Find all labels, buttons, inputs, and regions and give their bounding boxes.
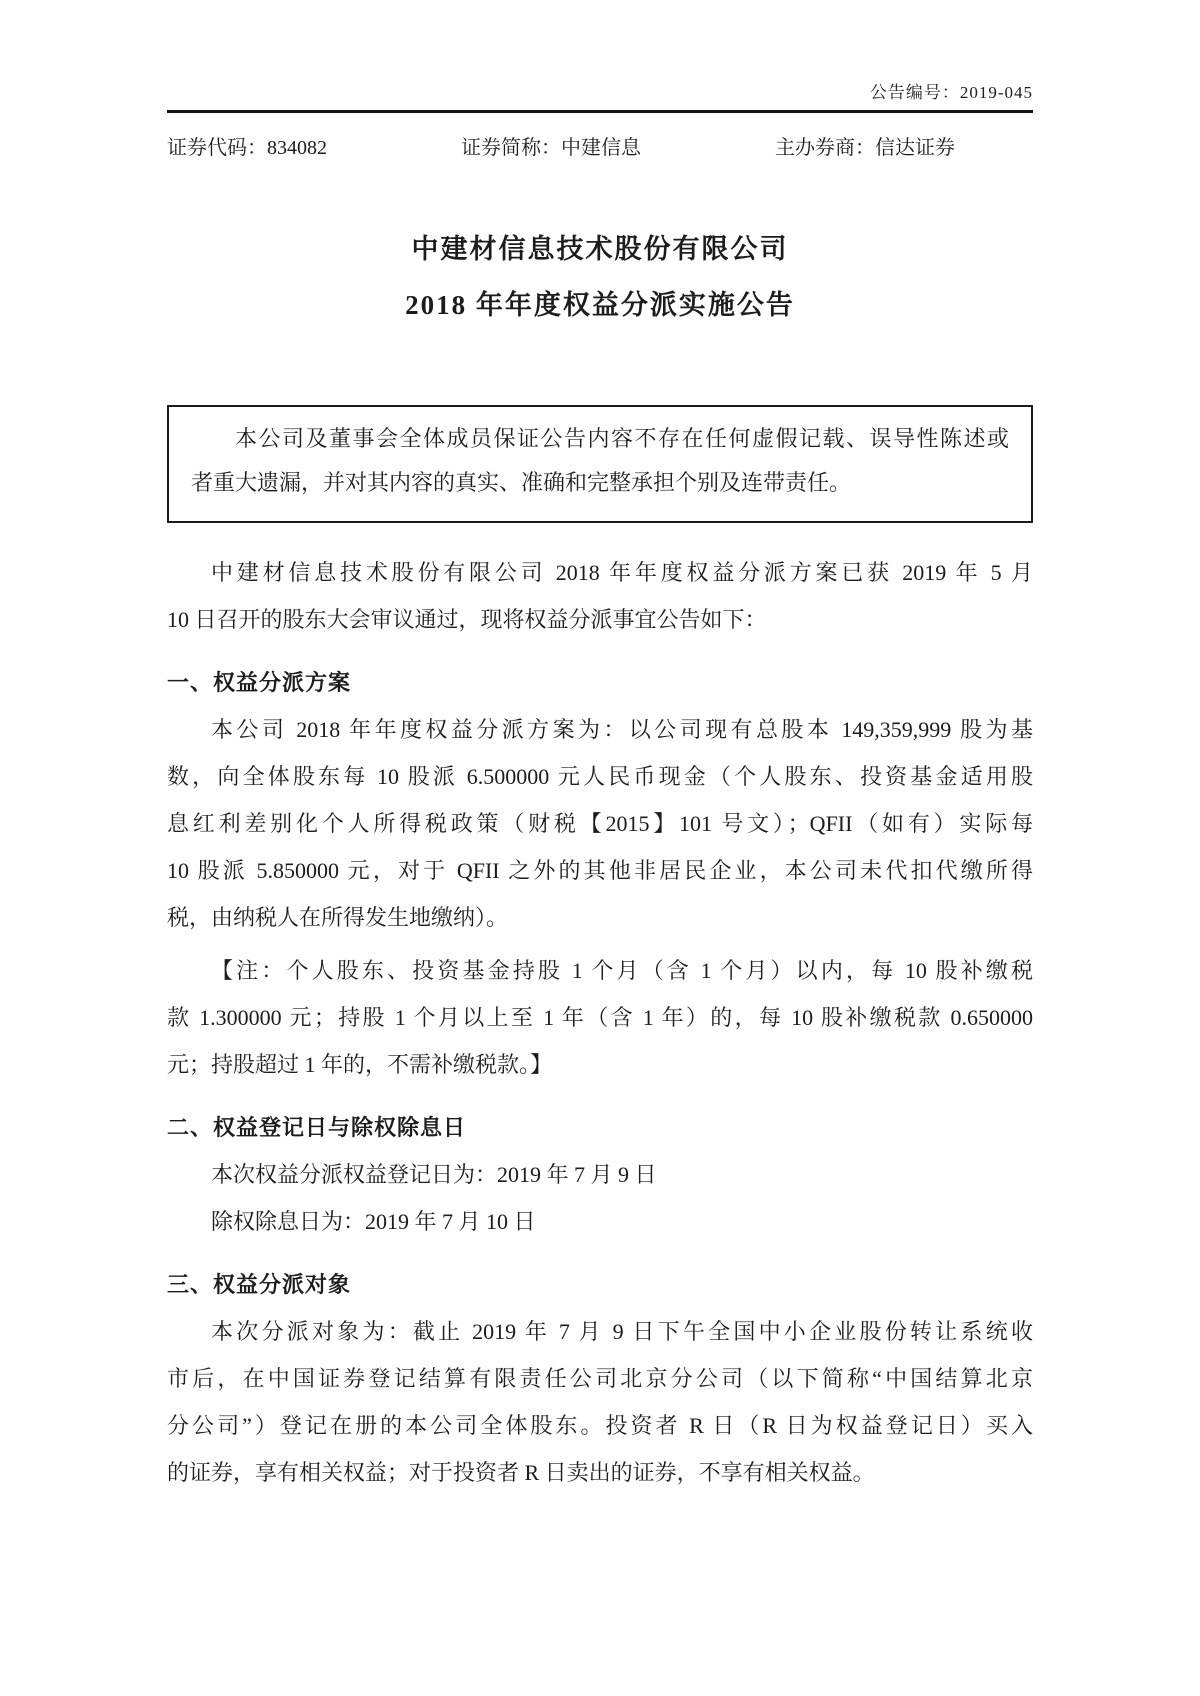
paragraph-line: 分公司”）登记在册的本公司全体股东。投资者 R 日（R 日为权益登记日）买入 [167, 1413, 1033, 1438]
section-3-heading: 三、权益分派对象 [167, 1272, 352, 1297]
paragraph-line: 10 股派 5.850000 元，对于 QFII 之外的其他非居民企业，本公司未代扣代缴所得 [167, 858, 1033, 883]
page-subtitle: 2018 年年度权益分派实施公告 [405, 290, 795, 320]
paragraph-line: 中建材信息技术股份有限公司 2018 年年度权益分派方案已获 2019 年 5 月 [211, 560, 1033, 585]
sponsor-broker: 主办券商：信达证券 [775, 137, 955, 159]
security-short-name: 证券简称：中建信息 [461, 137, 641, 159]
distribution-plan-paragraph [167, 706, 1033, 941]
section-1-heading: 一、权益分派方案 [167, 670, 352, 695]
tax-note-paragraph [167, 947, 1033, 1088]
ex-dividend-date-line: 除权除息日为：2019 年 7 月 10 日 [211, 1209, 536, 1234]
disclaimer-box [167, 405, 1033, 523]
announcement-number: 公告编号：2019-045 [869, 83, 1033, 102]
paragraph-line: 税，由纳税人在所得发生地缴纳）。 [167, 905, 509, 930]
record-date-paragraph [167, 1151, 1033, 1245]
security-info-row [167, 135, 1033, 161]
paragraph-line: 本次分派对象为：截止 2019 年 7 月 9 日下午全国中小企业股份转让系统收 [211, 1319, 1033, 1344]
disclaimer-line: 者重大遗漏，并对其内容的真实、准确和完整承担个别及连带责任。 [191, 470, 852, 495]
security-code: 证券代码：834082 [167, 137, 327, 159]
disclaimer-line: 本公司及董事会全体成员保证公告内容不存在任何虚假记载、误导性陈述或 [235, 426, 1009, 451]
paragraph-line: 息红利差别化个人所得税政策（财税【2015】101 号文）；QFII（如有）实际每 [167, 811, 1033, 836]
paragraph-line: 本公司 2018 年年度权益分派方案为：以公司现有总股本 149,359,999 股为基 [211, 717, 1033, 742]
intro-paragraph [167, 549, 1033, 643]
header-rule [167, 110, 1033, 113]
page-title: 中建材信息技术股份有限公司 [411, 234, 789, 264]
paragraph-line: 10 日召开的股东大会审议通过，现将权益分派事宜公告如下： [167, 607, 767, 632]
paragraph-line: 【注：个人股东、投资基金持股 1 个月（含 1 个月）以内，每 10 股补缴税 [211, 958, 1033, 983]
paragraph-line: 款 1.300000 元；持股 1 个月以上至 1 年（含 1 年）的，每 10 股补缴税款 0.650000 [167, 1005, 1033, 1030]
paragraph-line: 市后，在中国证券登记结算有限责任公司北京分公司（以下简称“中国结算北京 [167, 1366, 1033, 1391]
paragraph-line: 的证券，享有相关权益；对于投资者 R 日卖出的证券，不享有相关权益。 [167, 1460, 875, 1485]
section-2-heading: 二、权益登记日与除权除息日 [167, 1115, 467, 1140]
record-date-line: 本次权益分派权益登记日为：2019 年 7 月 9 日 [211, 1162, 657, 1187]
distribution-target-paragraph [167, 1308, 1033, 1496]
paragraph-line: 元；持股超过 1 年的，不需补缴税款。】 [167, 1052, 553, 1077]
paragraph-line: 数，向全体股东每 10 股派 6.500000 元人民币现金（个人股东、投资基金适用股 [167, 764, 1033, 789]
